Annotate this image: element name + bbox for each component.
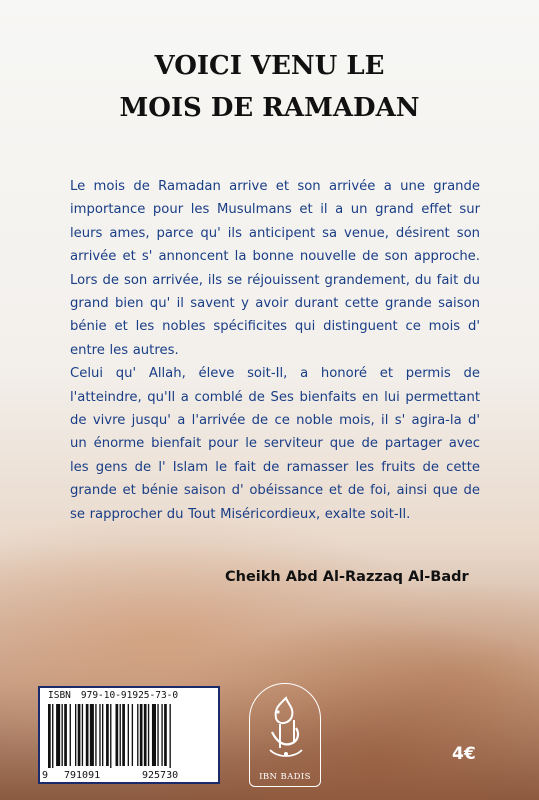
title-line-1: VOICI VENU LE xyxy=(154,51,385,81)
arabic-calligraphy-emblem-icon xyxy=(250,684,322,774)
barcode-digits-right: 925730 xyxy=(142,770,179,781)
barcode-label xyxy=(38,686,220,784)
blurb xyxy=(70,175,480,526)
blurb-paragraph-2: Celui qu' Allah, éleve soit-Il, a honoré et permis de l'atteindre, qu'Il a comblé de Ses bienfaits en lui permettant de vivre jusqu' a l'arrivée de ce noble mois, il s' agira-la d' un énorme bienfait pour le serviteur que de partager avec les gens de l' Islam le fait de ramasser les fruits de cette grande et bénie saison d' obéissance et de foi, ainsi que de se rapprocher du Tout Miséricordieux, exalte soit-Il. xyxy=(70,366,480,522)
price-tag: 4€ xyxy=(452,744,476,764)
barcode-icon xyxy=(48,704,214,768)
isbn-number: 979-10-91925-73-0 xyxy=(80,690,179,701)
blurb-paragraph-1: Le mois de Ramadan arrive et son arrivée a une grande importance pour les Musulmans et il a un grand effet sur leurs ames, parce qu' ils anticipent sa venue, désirent son arrivée et s' annoncent la bonne nouvelle de son approche. Lors de son arrivée, ils se réjouissent grandement, du fait du grand bien qu' il savent y avoir durant cette grande saison bénie et les nobles spécificites qui distinguent ce mois d' entre les autres. xyxy=(70,179,480,358)
barcode-digits-left: 791091 xyxy=(64,770,101,781)
barcode-digit-lead: 9 xyxy=(42,770,49,781)
isbn-line xyxy=(48,690,178,701)
book-title xyxy=(0,50,539,124)
isbn-label: ISBN xyxy=(48,690,71,701)
publisher-name: IBN BADIS xyxy=(259,772,311,782)
title-line-2: MOIS DE RAMADAN xyxy=(119,93,420,123)
author-name: Cheikh Abd Al-Razzaq Al-Badr xyxy=(225,569,469,585)
